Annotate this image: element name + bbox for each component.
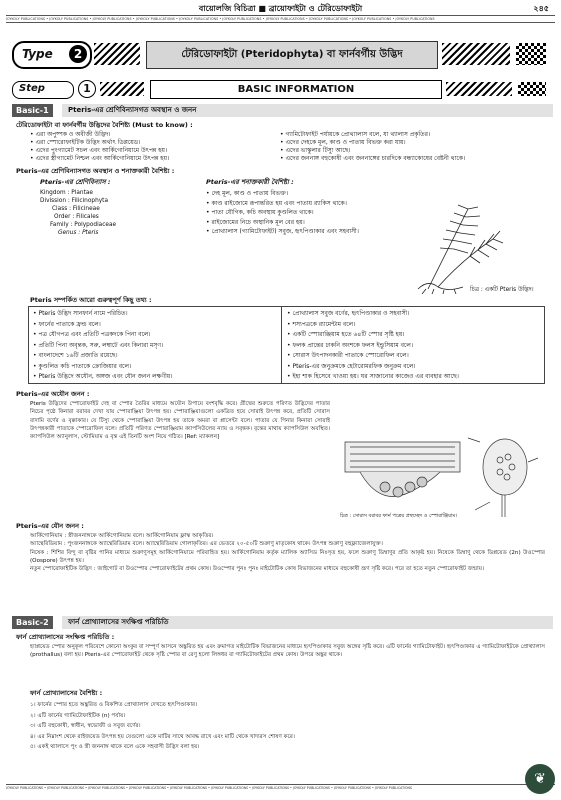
facts-heading: Pteris সম্পর্কিত আরো গুরুত্বপূর্ণ কিছু তথ্য : [30,296,152,304]
plant-figure-caption: চিত্র : একটি Pteris উদ্ভিদ। [470,287,534,293]
identify-list [206,189,406,237]
basic2-tag: Basic-2 [12,616,53,629]
taxonomy-rank: Genus : Pteris [58,230,99,236]
list-item: • এদের দেহকে মূল, কাণ্ড ও পাতায় বিভক্ত করা যায়। [280,139,548,147]
list-item: • সোরাস উৎপাদনকারী পাতাকে স্পোরোফিল বলে। [287,351,539,362]
step-label: Step [19,83,45,94]
archegonium-line: আর্কিগোনিয়াম : স্ত্রীজননাঙ্গকে আর্কিগোনিয়াম বলে। আর্কিগোনিয়াম ফ্লাস্ক আকৃতির। [30,533,214,539]
list-item: • একটি স্পোরাঞ্জিয়াম হতে ৬৪টি স্পোর সৃষ্টি হয়। [287,330,539,341]
taxonomy-rank: Divission : Filicinophyta [40,198,108,204]
antheridium-line: অ্যান্থেরিডিয়াম : পুংজননাঙ্গকে অ্যান্থেরিডিয়াম বলে। অ্যান্থেরিডিয়াম গোলাকৃতির। এর ভেতরে ২০-৫০টি শুক্রাণু মাতৃকোষ থাকে। উৎপন্ন শুক্রাণু বহুফ্ল্যাজেলাযুক্ত। [30,541,383,548]
list-item: • প্রোথ্যালাস সবুজ বর্ণের, হৃৎপিণ্ডাকার ও সহবাসী। [287,309,539,320]
type-number: 2 [69,45,87,63]
sexual-heading: Pteris-এর যৌন জনন : [16,522,84,530]
must-know-heading: টেরিডোফাইটা বা ফার্নবর্গীয় উদ্ভিদের বৈশিষ্ট্য (Must to know) : [16,121,193,129]
prothallus-features-heading: ফার্ন প্রোথ্যালাসের বৈশিষ্ট্য : [30,689,103,697]
page-number: ২৪৫ [533,4,549,13]
facts-box [28,306,545,384]
fertilization-line: নিষেক : শিশির বিন্দু বা বৃষ্টির পানির মাধ্যমে শুক্রাণুসমূহ আর্কিগোনিয়ামে পরিবাহিত হয়। আর্কিগোনিয়াম কর্তৃক ম্যালিক অ্যাসিড নিঃসৃত হয়, ফলে শুক্রাণু ডিম্বাণুর প্রতি আকৃষ্ট হয়। নিষেকে ডিম্বাণু থেকে ডিপ্লয়েড (2n) উওস্পোর (Oospore) উৎপন্ন হয়। [30,549,545,564]
book-logo-icon: ❦ [525,764,555,794]
basic1-tag: Basic-1 [12,104,53,117]
hatch-decoration-left [94,43,140,65]
taxonomy-rank: Family : Polypodiaceae [50,222,117,228]
list-item: ১। ফার্নের স্পোর হতে অঙ্কুরিত ও বিকশিত প্রোথ্যালাস দেখতে হৃৎপিণ্ডাকার। [30,702,198,708]
list-item: • ফলক প্রান্তের ঢাকনি অংশকে ফলস ইন্ডুসিয়াম বলে। [287,341,539,352]
sexual-lines [30,532,545,573]
identify-subheading: Pteris-এর শনাক্তকারী বৈশিষ্ট্য : [206,178,294,186]
list-item: • বাংলাদেশে ১৬টি প্রজাতি রয়েছে। [33,351,278,362]
facts-left-list [33,309,278,383]
list-item: • Pteris-এর জনুক্রমকে হেটারোমরফিক জনুক্রম বলে। [287,362,539,373]
list-item: • গ্যামিটোফাইট পর্যায়কে প্রোথ্যালাস বলে, যা থ্যালাস প্রকৃতির। [280,131,548,139]
type-title: টেরিডোফাইটা (Pteridophyta) বা ফার্নবর্গীয় উদ্ভিদ [146,41,438,69]
step-title: BASIC INFORMATION [150,80,442,99]
checker-decoration [516,43,546,65]
list-item: • এদের জননাঙ্গ বহুকোষী এবং জননাঙ্গের চারদিকে বন্ধ্যাকোষের বেষ্টনী থাকে। [280,155,548,163]
list-item: • পাতা যৌগিক, কচি অবস্থায় কুণ্ডলিত থাকে। [206,208,406,218]
hatch-decoration-right [442,43,510,65]
step-badge [12,81,74,99]
sorus-sporangium-illustration [340,432,540,522]
publisher-strip-top: JOYKOLY PUBLICATIONS • JOYKOLY PUBLICATIONS • JOYKOLY PUBLICATIONS • JOYKOLY PUBLICATIONS • JOYKOLY PUBLICATIONS • JOYKOLY PUBLICATIONS • JOYKOLY PUBLICATIONS • JOYKOLY PUBLICATIONS • JOYKOLY PUBLICATIONS • JOYKOLY PUBLICATIONS [6,15,555,23]
asexual-paragraph: Pteris উদ্ভিদের স্পোরোফাইট দেহ বা স্পোর তৈরির মাধ্যমে অযৌন উপায়ে বংশবৃদ্ধি করে। গ্রীষ্মের শুরুতে পরিণত উদ্ভিদের পাতার নিচের পৃষ্ঠে কিনারা বরাবর দেখা যায় স্পোরাঞ্জিয়া উৎপন্ন হয়। স্পোরাঞ্জিয়াগুলো একত্রিত হয়ে সোরাই উৎপন্ন করে, প্রতিটি সোরাস বাদামি বর্ণের ও বৃক্কাকার। যে টিস্যু থেকে স্পোরাঞ্জিয়া উৎপন্ন হয় তাকে অমরা বা প্লাসেন্টা বলে। পাতার যে পিনার কিনারা সোরাই উৎপন্নকারী পাতাকে স্পোরোফিল বলে। প্রতিটি পরিণত স্পোরাঞ্জিয়াম ক্যাপসিউলের ন্যায় ও সবৃন্তক। বৃন্তের মাথায় ক্যাপসিউল অবস্থিত। ক্যাপসিউল অ্যানুলাস, স্টোমিয়াম ও বৃন্ত এই তিনটি অংশ নিয়ে গঠিত। [Ref: ম্যাকলন] [30,401,330,441]
list-item: • প্রতিটি পিনা অবৃন্তক, সরু, লম্বাটে এবং কিনারা মসৃণ। [33,341,278,352]
must-know-right-list [280,131,548,163]
taxonomy-rank: Order : Filicales [54,214,99,220]
hatch-decoration-step-left [100,82,144,96]
basic1-title: Pteris-এর শ্রেণিবিন্যাসগত অবস্থান ও জনন [62,104,553,117]
sorus-figure-caption: চিত্র : সোরাস বরাবর ফার্ন পত্রের প্রস্থচ্ছেদ ও স্পোরাঞ্জিয়াম। [340,513,458,519]
list-item: ৫। একই থ্যালাসে পুং ও স্ত্রী জননাঙ্গ থাকে বলে একে সহবাসী উদ্ভিদ বলা হয়। [30,744,200,750]
list-item: • কাণ্ড রাইজোমে রূপান্তরিত হয় এবং পাতায় র‍্যাকিস থাকে। [206,199,406,209]
basic2-title: ফার্ন প্রোথ্যালাসের সংক্ষিপ্ত পরিচিতি [62,616,553,629]
checker-decoration-step [518,82,546,96]
list-item: • ইহা শাক হিসেবে খাওয়া হয়। ঘর সাজানোর কাজেও এর ব্যবহার আছে। [287,372,539,383]
step-number: 1 [78,80,96,98]
running-title: বায়োলজি বিচিত্রা ■ ব্রায়োফাইটা ও টেরিডোফাইটা [198,4,363,13]
must-know-left-list [30,131,275,163]
type-badge [12,41,92,69]
list-item: • এদের ভাস্কুলার টিস্যু আছে। [280,147,548,155]
list-item: • Pteris উদ্ভিদ সানফার্ন নামে পরিচিত। [33,309,278,320]
list-item: • পত্র যৌগপত্র এবং প্রতিটি পত্রকদকে পিনা বলে। [33,330,278,341]
pteris-plant-illustration [408,199,528,294]
list-item: • শস্যপত্রকে র‍্যামেন্টাম বলে। [287,320,539,331]
list-item: ৩। এটি বহুকোষী, স্বাধীন, স্বভোজী ও সবুজ বর্ণের। [30,723,141,729]
list-item: ২। এটি ফার্নের গ্যামিটোফাইটিক (n) পর্যায়। [30,712,126,719]
taxonomy-list [40,189,190,237]
list-item: • ফার্নের পাতাকে ফ্রন্ড বলে। [33,320,278,331]
list-item: • এরা স্পোরোফাইটিক উদ্ভিদ অর্থাৎ ডিপ্লয়েড। [30,139,275,147]
hatch-decoration-step-right [446,82,512,96]
facts-right-list [287,309,539,383]
list-item: ৪। এর নিম্নাংশ থেকে রাইজয়েড উৎপন্ন হয় যেগুলো একে মাটির সাথে আবদ্ধ রাখে এবং মাটি থেকে খাদ্যরস শোষণ করে। [30,733,295,740]
new-sporophyte-line: নতুন স্পোরোফাইটিক উদ্ভিদ : জাইগোট বা উওস্পোর স্পোরোফাইটের প্রথম কোষ। উওস্পোর পুনঃ পুনঃ মাইটোটিক কোষ বিভাজনের মাধ্যমে বহুকোষী ভ্রূণ সৃষ্টি করে। পরে তা হতে নতুন স্পোরোফাইট জন্মায়। [30,566,485,573]
list-item: • এরা অপুষ্পক ও অবীজী উদ্ভিদ। [30,131,275,139]
prothallus-intro-heading: ফার্ন প্রোথ্যালাসের সংক্ষিপ্ত পরিচিতি : [16,633,115,641]
publisher-strip-bottom: JOYKOLY PUBLICATIONS • JOYKOLY PUBLICATIONS • JOYKOLY PUBLICATIONS • JOYKOLY PUBLICATIONS • JOYKOLY PUBLICATIONS • JOYKOLY PUBLICATIONS • JOYKOLY PUBLICATIONS • JOYKOLY PUBLICATIONS • JOYKOLY PUBLICATIONS • JOYKOLY PUBLICATIONS [6,784,555,791]
list-item: • কুণ্ডলিত কচি পাতাকে ক্রোজিয়ার বলে। [33,362,278,373]
taxonomy-subheading: Pteris-এর শ্রেণিবিন্যাস : [40,178,111,186]
list-item: • এদের স্ত্রীগ্যামেট নিশ্চল এবং আর্কিগোনিয়ামে উৎপন্ন হয়। [30,155,275,163]
prothallus-features-list [30,700,545,753]
list-item: • Pteris উদ্ভিদে অযৌন, অঙ্গজ এবং যৌন জনন লক্ষণীয়। [33,372,278,383]
list-item: • প্রোথ্যালাস (গ্যামিটোফাইট) সবুজ, হৃৎপিণ্ডাকার এবং সহবাসী। [206,227,406,237]
list-item: • রাইজোমের নিচে অস্থানিক মূল বের হয়। [206,218,406,228]
asexual-heading: Pteris-এর অযৌন জনন : [16,390,90,398]
taxonomy-rank: Class : Filicineae [52,206,100,212]
type-label: Type [22,47,53,61]
taxonomy-rank: Kingdom : Plantae [40,190,94,196]
taxonomy-heading: Pteris-এর শ্রেণিবিন্যাসগত অবস্থান ও শনাক্তকারী বৈশিষ্ট্য : [16,167,175,175]
list-item: • দেহ মূল, কাণ্ড ও পাতায় বিভক্ত। [206,189,406,199]
prothallus-intro-paragraph: হ্যাপ্লয়েড স্পোর অনুকূল পরিবেশে কোনো অংকুর বা সম্পূর্ণ আসনে অঙ্কুরিত হয় এবং ক্রমাগত মাইটোটিক বিভাজনের মাধ্যমে হৃৎপিণ্ডাকার সবুজ অঙ্গের সৃষ্টি করে। এটি ফার্নের গ্যামিটোফাইট। হৃৎপিণ্ডাকার এ গ্যামিটোফাইটকে প্রোথ্যালাস (prothallus) বলা হয়। Pteris-এর স্পোরোফাইট থেকে সৃষ্টি স্পোর বা রেণু হলো লিঙ্গধর বা গ্যামিটোফাইটের প্রথম কোষ। উপরে অঙ্কুর থাকে। [30,644,545,659]
facts-divider [281,307,282,383]
list-item: • এদের পুংগ্যামেট সচল এবং আর্কিগোনিয়ামে উৎপন্ন হয়। [30,147,275,155]
